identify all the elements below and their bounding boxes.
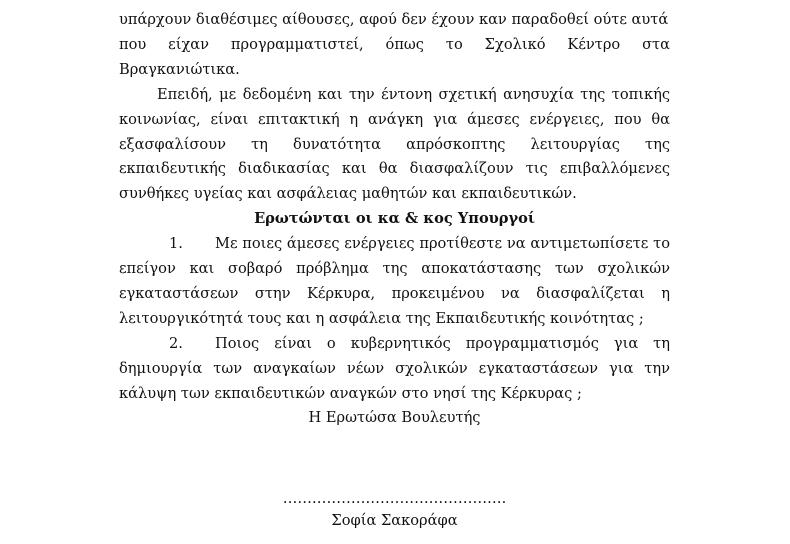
paragraph-continuation-line2: που είχαν προγραμματιστεί, όπως το Σχολικό Κέντρο στα Βραγκανιώτικα.	[119, 35, 670, 78]
signature-role: Η Ερωτώσα Βουλευτής	[308, 409, 481, 426]
question-number: 1.	[169, 235, 183, 253]
question-item	[119, 232, 670, 332]
paragraph-continuation-line1: υπάρχουν διαθέσιμες αίθουσες, αφού δεν έχουν καν παραδοθεί ούτε αυτά	[119, 11, 669, 28]
signature-line: ……………………………………….	[282, 490, 507, 507]
document-body	[119, 8, 670, 407]
paragraph-continuation	[119, 8, 670, 83]
paragraph-reasoning: Επειδή, με δεδομένη και την έντονη σχετική ανησυχία της τοπικής κοινωνίας, είναι επιτακτική η ανάγκη για άμεσες ενέργειες, που θα εξασφαλίσουν τη δυνατότητα απρόσκοπτης λειτουργίας της εκπαιδευτικής διαδικασίας και θα διασφαλίζουν τις επιβαλλόμενες συνθήκες υγείας και ασφάλειας μαθητών και εκπαιδευτικών.	[119, 85, 670, 203]
question-number: 2.	[169, 334, 183, 352]
questions-heading: Ερωτώνται οι κα & κος Υπουργοί	[254, 210, 535, 228]
question-text: Με ποιες άμεσες ενέργειες προτίθεστε να αντιμετωπίσετε το επείγον και σοβαρό πρόβλημα της αποκατάστασης των σχολικών εγκαταστάσεων στην Κέρκυρα, προκειμένου να διασφαλίζεται η λειτουργικότητά τους και η ασφάλεια της Εκπαιδευτικής κοινότητας ;	[119, 235, 670, 327]
question-item	[119, 332, 670, 407]
signature-name: Σοφία Σακοράφα	[331, 512, 458, 529]
question-text: Ποιος είναι ο κυβερνητικός προγραμματισμός για τη δημιουργία των αναγκαίων νέων σχολικών εγκαταστάσεων για την κάλυψη των εκπαιδευτικών αναγκών στο νησί της Κέρκυρας ;	[119, 334, 670, 402]
